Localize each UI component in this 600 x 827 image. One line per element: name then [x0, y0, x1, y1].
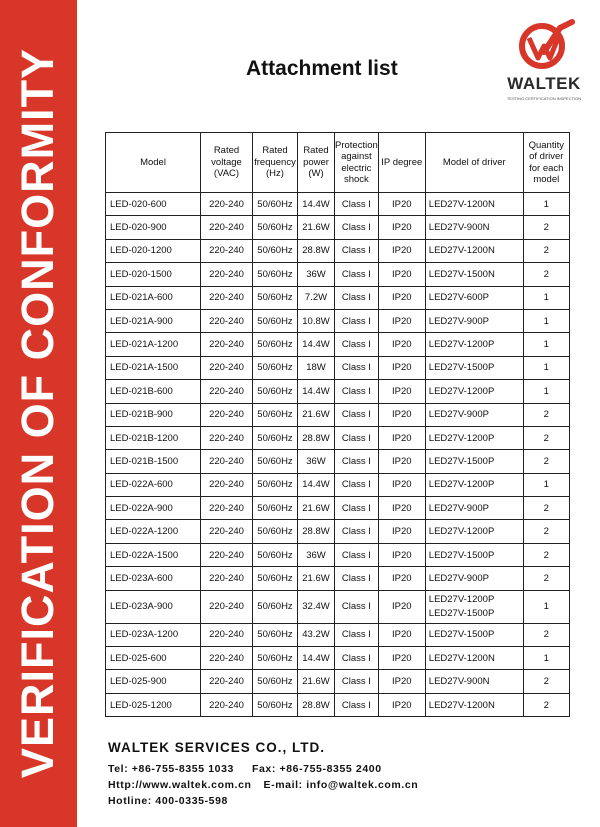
cell-ip: IP20 — [378, 497, 425, 520]
cell-voltage: 220-240 — [201, 647, 253, 670]
cell-voltage: 220-240 — [201, 216, 253, 239]
cell-ip: IP20 — [378, 426, 425, 449]
cell-ip: IP20 — [378, 309, 425, 332]
cell-protection: Class I — [335, 497, 379, 520]
cell-model: LED-025-1200 — [106, 693, 201, 716]
table-row — [106, 623, 570, 646]
cell-voltage: 220-240 — [201, 239, 253, 262]
header-protection: Protection against electric shock — [335, 133, 379, 193]
cell-model: LED-021A-1200 — [106, 333, 201, 356]
cell-power: 14.4W — [298, 193, 335, 216]
cell-quantity: 2 — [523, 693, 569, 716]
cell-quantity: 2 — [523, 543, 569, 566]
cell-power: 32.4W — [298, 590, 335, 623]
cell-frequency: 50/60Hz — [253, 356, 298, 379]
table-row — [106, 426, 570, 449]
cell-protection: Class I — [335, 623, 379, 646]
cell-power: 21.6W — [298, 497, 335, 520]
cell-voltage: 220-240 — [201, 380, 253, 403]
cell-frequency: 50/60Hz — [253, 543, 298, 566]
cell-quantity: 2 — [523, 263, 569, 286]
cell-driver: LED27V-1200N — [425, 693, 523, 716]
cell-model: LED-025-600 — [106, 647, 201, 670]
cell-protection: Class I — [335, 450, 379, 473]
cell-frequency: 50/60Hz — [253, 286, 298, 309]
waltek-logo — [498, 18, 590, 104]
cell-power: 21.6W — [298, 216, 335, 239]
header-rated-frequency: Rated frequency (Hz) — [253, 133, 298, 193]
cell-power: 36W — [298, 263, 335, 286]
table-row — [106, 403, 570, 426]
cell-power: 28.8W — [298, 520, 335, 543]
cell-model: LED-021A-600 — [106, 286, 201, 309]
cell-voltage: 220-240 — [201, 567, 253, 590]
cell-frequency: 50/60Hz — [253, 426, 298, 449]
cell-frequency: 50/60Hz — [253, 380, 298, 403]
cell-quantity: 2 — [523, 426, 569, 449]
cell-protection: Class I — [335, 473, 379, 496]
cell-quantity: 2 — [523, 450, 569, 473]
table-row — [106, 309, 570, 332]
cell-ip: IP20 — [378, 193, 425, 216]
hotline-text: Hotline: 400-0335-598 — [108, 795, 228, 807]
cell-ip: IP20 — [378, 333, 425, 356]
cell-power: 14.4W — [298, 647, 335, 670]
header-driver-quantity: Quantity of driver for each model — [523, 133, 569, 193]
cell-model: LED-025-900 — [106, 670, 201, 693]
driver-line: LED27V-1500P — [428, 607, 495, 619]
cell-model: LED-021B-1500 — [106, 450, 201, 473]
cell-voltage: 220-240 — [201, 286, 253, 309]
contact-web-line — [108, 777, 418, 793]
cell-driver: LED27V-1500P — [425, 543, 523, 566]
cell-voltage: 220-240 — [201, 356, 253, 379]
cell-driver: LED27V-600P — [425, 286, 523, 309]
logo-tagline: TESTING CERTIFICATION INSPECTION — [506, 96, 582, 101]
cell-model: LED-020-600 — [106, 193, 201, 216]
cell-frequency: 50/60Hz — [253, 623, 298, 646]
cell-quantity: 2 — [523, 670, 569, 693]
cell-power: 28.8W — [298, 239, 335, 262]
cell-model: LED-023A-600 — [106, 567, 201, 590]
cell-power: 21.6W — [298, 403, 335, 426]
cell-ip: IP20 — [378, 670, 425, 693]
cell-quantity: 1 — [523, 193, 569, 216]
cell-quantity: 2 — [523, 520, 569, 543]
driver-line: LED27V-1200P — [428, 593, 495, 605]
cell-ip: IP20 — [378, 286, 425, 309]
header-model: Model — [106, 133, 201, 193]
cell-protection: Class I — [335, 380, 379, 403]
cell-quantity: 2 — [523, 403, 569, 426]
cell-frequency: 50/60Hz — [253, 333, 298, 356]
cell-driver: LED27V-1500N — [425, 263, 523, 286]
cell-protection: Class I — [335, 426, 379, 449]
cell-voltage: 220-240 — [201, 193, 253, 216]
cell-voltage: 220-240 — [201, 693, 253, 716]
cell-voltage: 220-240 — [201, 670, 253, 693]
cell-frequency: 50/60Hz — [253, 520, 298, 543]
cell-power: 36W — [298, 450, 335, 473]
cell-ip: IP20 — [378, 380, 425, 403]
cell-ip: IP20 — [378, 520, 425, 543]
table-row — [106, 670, 570, 693]
contact-phone-line — [108, 761, 418, 777]
cell-model: LED-021B-1200 — [106, 426, 201, 449]
cell-driver: LED27V-900N — [425, 670, 523, 693]
header-ip-degree: IP degree — [378, 133, 425, 193]
header-rated-voltage: Rated voltage (VAC) — [201, 133, 253, 193]
cell-driver: LED27V-900P — [425, 309, 523, 332]
cell-model: LED-021A-1500 — [106, 356, 201, 379]
table-row — [106, 380, 570, 403]
cell-protection: Class I — [335, 263, 379, 286]
table-row — [106, 473, 570, 496]
cell-power: 7.2W — [298, 286, 335, 309]
cell-frequency: 50/60Hz — [253, 309, 298, 332]
table-row — [106, 543, 570, 566]
cell-protection: Class I — [335, 647, 379, 670]
cell-model: LED-022A-1200 — [106, 520, 201, 543]
cell-frequency: 50/60Hz — [253, 567, 298, 590]
cell-driver: LED27V-1500P — [425, 623, 523, 646]
cell-protection: Class I — [335, 333, 379, 356]
cell-voltage: 220-240 — [201, 309, 253, 332]
cell-protection: Class I — [335, 286, 379, 309]
cell-quantity: 1 — [523, 473, 569, 496]
cell-power: 28.8W — [298, 693, 335, 716]
cell-quantity: 2 — [523, 497, 569, 520]
cell-frequency: 50/60Hz — [253, 670, 298, 693]
cell-driver — [425, 590, 523, 623]
cell-driver: LED27V-900N — [425, 216, 523, 239]
cell-driver: LED27V-1200P — [425, 380, 523, 403]
cell-ip: IP20 — [378, 263, 425, 286]
cell-model: LED-023A-900 — [106, 590, 201, 623]
table-row — [106, 590, 570, 623]
cell-protection: Class I — [335, 543, 379, 566]
table-row — [106, 333, 570, 356]
cell-driver: LED27V-1200P — [425, 333, 523, 356]
table-row — [106, 497, 570, 520]
table-row — [106, 216, 570, 239]
cell-protection: Class I — [335, 216, 379, 239]
cell-power: 28.8W — [298, 426, 335, 449]
table-row — [106, 647, 570, 670]
cell-voltage: 220-240 — [201, 426, 253, 449]
cell-model: LED-023A-1200 — [106, 623, 201, 646]
vertical-banner — [0, 0, 77, 827]
cell-voltage: 220-240 — [201, 497, 253, 520]
cell-frequency: 50/60Hz — [253, 450, 298, 473]
website-link[interactable]: Http://www.waltek.com.cn — [108, 779, 252, 791]
hotline-line — [108, 793, 418, 809]
cell-quantity: 1 — [523, 286, 569, 309]
cell-power: 14.4W — [298, 333, 335, 356]
cell-protection: Class I — [335, 356, 379, 379]
cell-protection: Class I — [335, 309, 379, 332]
cell-frequency: 50/60Hz — [253, 693, 298, 716]
email-link[interactable]: E-mail: info@waltek.com.cn — [263, 779, 419, 791]
cell-power: 36W — [298, 543, 335, 566]
cell-driver: LED27V-1200P — [425, 473, 523, 496]
banner-text: VERIFICATION OF CONFORMITY — [12, 47, 63, 779]
cell-frequency: 50/60Hz — [253, 239, 298, 262]
cell-ip: IP20 — [378, 543, 425, 566]
table-row — [106, 693, 570, 716]
cell-model: LED-021A-900 — [106, 309, 201, 332]
company-name: WALTEK SERVICES CO., LTD. — [108, 740, 326, 755]
table-row — [106, 450, 570, 473]
cell-model: LED-021B-600 — [106, 380, 201, 403]
cell-model: LED-020-1500 — [106, 263, 201, 286]
attachment-table — [105, 132, 570, 717]
logo-mark-icon — [498, 18, 590, 74]
cell-model: LED-022A-1500 — [106, 543, 201, 566]
cell-driver: LED27V-1200N — [425, 647, 523, 670]
cell-model: LED-020-1200 — [106, 239, 201, 262]
cell-driver: LED27V-1500P — [425, 356, 523, 379]
cell-driver: LED27V-1200P — [425, 426, 523, 449]
cell-protection: Class I — [335, 403, 379, 426]
cell-quantity: 2 — [523, 567, 569, 590]
table-header-row — [106, 133, 570, 193]
cell-frequency: 50/60Hz — [253, 473, 298, 496]
cell-power: 21.6W — [298, 567, 335, 590]
cell-voltage: 220-240 — [201, 520, 253, 543]
cell-driver: LED27V-1200N — [425, 193, 523, 216]
cell-driver: LED27V-1200P — [425, 520, 523, 543]
cell-ip: IP20 — [378, 403, 425, 426]
cell-voltage: 220-240 — [201, 543, 253, 566]
table-row — [106, 286, 570, 309]
cell-voltage: 220-240 — [201, 623, 253, 646]
header-rated-power: Rated power (W) — [298, 133, 335, 193]
cell-quantity: 1 — [523, 590, 569, 623]
cell-ip: IP20 — [378, 216, 425, 239]
cell-ip: IP20 — [378, 647, 425, 670]
cell-power: 43.2W — [298, 623, 335, 646]
cell-power: 18W — [298, 356, 335, 379]
cell-quantity: 2 — [523, 216, 569, 239]
cell-voltage: 220-240 — [201, 263, 253, 286]
cell-ip: IP20 — [378, 356, 425, 379]
cell-frequency: 50/60Hz — [253, 590, 298, 623]
cell-protection: Class I — [335, 567, 379, 590]
cell-frequency: 50/60Hz — [253, 216, 298, 239]
cell-quantity: 2 — [523, 623, 569, 646]
cell-frequency: 50/60Hz — [253, 263, 298, 286]
cell-driver: LED27V-1500P — [425, 450, 523, 473]
cell-quantity: 1 — [523, 356, 569, 379]
cell-frequency: 50/60Hz — [253, 497, 298, 520]
cell-model: LED-020-900 — [106, 216, 201, 239]
cell-frequency: 50/60Hz — [253, 647, 298, 670]
cell-ip: IP20 — [378, 567, 425, 590]
table-row — [106, 567, 570, 590]
cell-power: 21.6W — [298, 670, 335, 693]
cell-driver: LED27V-1200N — [425, 239, 523, 262]
cell-ip: IP20 — [378, 693, 425, 716]
cell-voltage: 220-240 — [201, 333, 253, 356]
cell-frequency: 50/60Hz — [253, 193, 298, 216]
cell-protection: Class I — [335, 670, 379, 693]
cell-power: 10.8W — [298, 309, 335, 332]
cell-power: 14.4W — [298, 473, 335, 496]
cell-model: LED-022A-900 — [106, 497, 201, 520]
cell-model: LED-022A-600 — [106, 473, 201, 496]
cell-voltage: 220-240 — [201, 590, 253, 623]
page-title: Attachment list — [246, 57, 398, 80]
table-row — [106, 356, 570, 379]
table-row — [106, 263, 570, 286]
cell-quantity: 1 — [523, 309, 569, 332]
cell-protection: Class I — [335, 239, 379, 262]
cell-ip: IP20 — [378, 623, 425, 646]
cell-protection: Class I — [335, 693, 379, 716]
cell-frequency: 50/60Hz — [253, 403, 298, 426]
cell-quantity: 2 — [523, 239, 569, 262]
cell-ip: IP20 — [378, 473, 425, 496]
fax-text: Fax: +86-755-8355 2400 — [251, 763, 382, 775]
cell-protection: Class I — [335, 520, 379, 543]
cell-protection: Class I — [335, 193, 379, 216]
cell-voltage: 220-240 — [201, 450, 253, 473]
cell-model: LED-021B-900 — [106, 403, 201, 426]
logo-wordmark: WALTEK — [507, 74, 581, 93]
tel-text: Tel: +86-755-8355 1033 — [108, 763, 234, 775]
table-row — [106, 520, 570, 543]
company-footer — [108, 740, 418, 809]
table-row — [106, 193, 570, 216]
cell-driver: LED27V-900P — [425, 403, 523, 426]
cell-driver: LED27V-900P — [425, 497, 523, 520]
cell-ip: IP20 — [378, 590, 425, 623]
cell-quantity: 1 — [523, 647, 569, 670]
header-driver-model: Model of driver — [425, 133, 523, 193]
cell-ip: IP20 — [378, 239, 425, 262]
cell-voltage: 220-240 — [201, 403, 253, 426]
cell-protection: Class I — [335, 590, 379, 623]
cell-quantity: 1 — [523, 380, 569, 403]
table-row — [106, 239, 570, 262]
cell-quantity: 1 — [523, 333, 569, 356]
cell-power: 14.4W — [298, 380, 335, 403]
cell-voltage: 220-240 — [201, 473, 253, 496]
cell-driver: LED27V-900P — [425, 567, 523, 590]
cell-ip: IP20 — [378, 450, 425, 473]
